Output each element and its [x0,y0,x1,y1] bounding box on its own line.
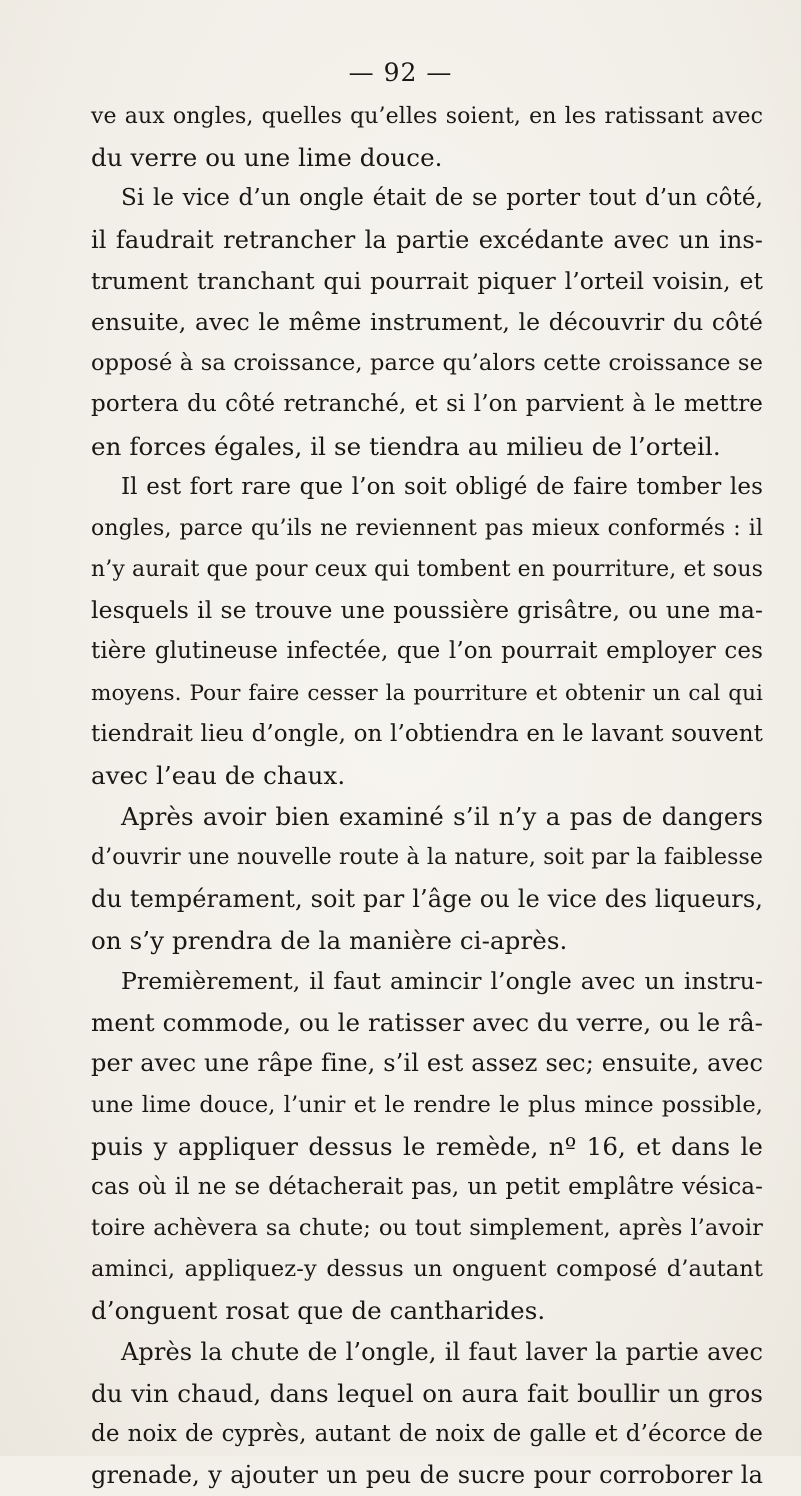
text-line: Après avoir bien examiné s’il n’y a pas de dangers [121,802,763,832]
text-line: puis y appliquer dessus le remède, nº 16, et dans le [91,1131,763,1161]
text-line: Premièrement, il faut amincir l’ongle avec un instru- [121,966,763,995]
text-line: lesquels il se trouve une poussière grisâtre, ou une ma- [91,596,763,625]
text-line: toire achèvera sa chute; ou tout simplement, après l’avoir [91,1215,763,1242]
text-line: opposé à sa croissance, parce qu’alors cette croissance se [91,350,763,377]
text-line: cas où il ne se détacherait pas, un petit emplâtre vésica- [91,1173,763,1200]
text-line: grenade, y ajouter un peu de sucre pour corroborer la [91,1461,763,1490]
text-line: une lime douce, l’unir et le rendre le plus mince possible, [91,1091,763,1118]
text-line: ensuite, avec le même instrument, le découvrir du côté [91,307,763,336]
text-line: trument tranchant qui pourrait piquer l’orteil voisin, et [91,266,763,295]
body-text [91,96,763,1496]
text-line: il faudrait retrancher la partie excédante avec un ins- [91,225,763,254]
text-line: ve aux ongles, quelles qu’elles soient, en les ratissant avec [91,104,763,129]
text-line: moyens. Pour faire cesser la pourriture et obtenir un cal qui [91,680,763,706]
text-line: n’y aurait que pour ceux qui tombent en pourriture, et sous [91,557,763,583]
text-line: tiendrait lieu d’ongle, on l’obtiendra en le lavant souvent [91,720,763,747]
text-line: Si le vice d’un ongle était de se porter tout d’un côté, [121,185,763,212]
text-line: aminci, appliquez-y dessus un onguent composé d’autant [91,1256,763,1283]
text-line: ongles, parce qu’ils ne reviennent pas mieux conformés : il [91,515,763,541]
text-line: on s’y prendra de la manière ci-après. [91,925,568,955]
text-line: du vin chaud, dans lequel on aura fait boullir un gros [91,1378,763,1408]
text-line: tière glutineuse infectée, que l’on pourrait employer ces [91,638,763,665]
page-number-header: — 92 — [348,58,453,87]
text-line: ment commode, ou le ratisser avec du verre, ou le râ- [91,1008,764,1038]
text-line: du tempérament, soit par l’âge ou le vice des liqueurs, [91,884,763,913]
text-line: Il est fort rare que l’on soit obligé de faire tomber les [121,473,763,500]
text-line: avec l’eau de chaux. [91,761,346,790]
text-line: en forces égales, il se tiendra au milieu de l’orteil. [91,431,721,461]
text-line: per avec une râpe fine, s’il est assez sec; ensuite, avec [91,1049,763,1078]
text-line: Après la chute de l’ongle, il faut laver la partie avec [121,1337,763,1366]
text-line: d’ouvrir une nouvelle route à la nature, soit par la faiblesse [91,845,763,871]
text-line: de noix de cyprès, autant de noix de galle et d’écorce de [91,1421,763,1447]
text-line: portera du côté retranché, et si l’on parvient à le mettre [91,391,763,418]
text-line: du verre ou une lime douce. [91,143,443,173]
text-line: d’onguent rosat que de cantharides. [91,1296,546,1326]
